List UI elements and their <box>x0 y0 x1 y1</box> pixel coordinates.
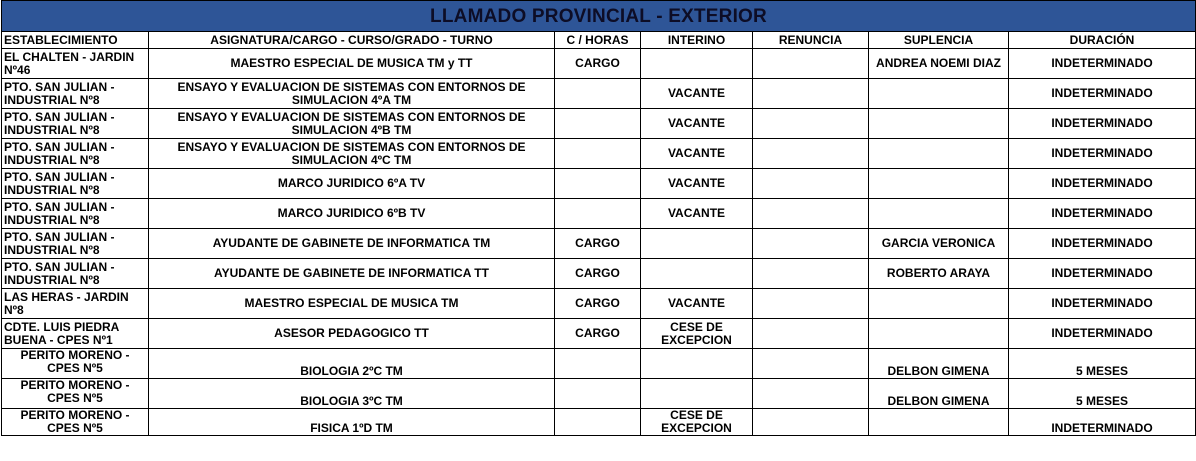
table-row <box>2 229 1196 259</box>
cell-horas: CARGO <box>555 289 641 319</box>
cell-suplencia <box>869 319 1009 349</box>
cell-establecimiento: PTO. SAN JULIAN - INDUSTRIAL Nº8 <box>2 79 149 109</box>
cell-horas <box>555 409 641 436</box>
cell-establecimiento: PERITO MORENO - CPES Nº5 <box>2 349 149 379</box>
cell-duracion: INDETERMINADO <box>1009 49 1196 79</box>
cell-renuncia <box>753 229 869 259</box>
cell-horas <box>555 379 641 409</box>
table-row <box>2 139 1196 169</box>
cell-asignatura: MARCO JURIDICO 6ºB TV <box>149 199 555 229</box>
cell-renuncia <box>753 49 869 79</box>
cell-asignatura: FISICA 1ºD TM <box>149 409 555 436</box>
cell-renuncia <box>753 199 869 229</box>
cell-asignatura: BIOLOGIA 2ºC TM <box>149 349 555 379</box>
table-title: LLAMADO PROVINCIAL - EXTERIOR <box>2 1 1196 32</box>
cell-interino <box>641 379 753 409</box>
cell-interino <box>641 49 753 79</box>
cell-suplencia <box>869 79 1009 109</box>
cell-interino: VACANTE <box>641 169 753 199</box>
cell-establecimiento: PTO. SAN JULIAN - INDUSTRIAL Nº8 <box>2 139 149 169</box>
cell-establecimiento: CDTE. LUIS PIEDRA BUENA - CPES Nº1 <box>2 319 149 349</box>
table-row <box>2 49 1196 79</box>
cell-asignatura: AYUDANTE DE GABINETE DE INFORMATICA TM <box>149 229 555 259</box>
cell-suplencia <box>869 199 1009 229</box>
cell-suplencia: DELBON GIMENA <box>869 379 1009 409</box>
cell-suplencia <box>869 409 1009 436</box>
cell-duracion: INDETERMINADO <box>1009 199 1196 229</box>
table-row <box>2 259 1196 289</box>
cell-duracion: INDETERMINADO <box>1009 319 1196 349</box>
cell-suplencia: ANDREA NOEMI DIAZ <box>869 49 1009 79</box>
cell-suplencia: ROBERTO ARAYA <box>869 259 1009 289</box>
cell-horas <box>555 169 641 199</box>
cell-establecimiento: PTO. SAN JULIAN - INDUSTRIAL Nº8 <box>2 229 149 259</box>
header-row <box>2 32 1196 49</box>
cell-duracion: INDETERMINADO <box>1009 139 1196 169</box>
cell-renuncia <box>753 289 869 319</box>
cell-establecimiento: PTO. SAN JULIAN - INDUSTRIAL Nº8 <box>2 169 149 199</box>
col-horas: C / HORAS <box>555 32 641 49</box>
cell-duracion: INDETERMINADO <box>1009 109 1196 139</box>
cell-renuncia <box>753 109 869 139</box>
cell-renuncia <box>753 139 869 169</box>
table-row <box>2 379 1196 409</box>
cell-horas <box>555 109 641 139</box>
cell-renuncia <box>753 319 869 349</box>
cell-suplencia <box>869 109 1009 139</box>
cell-asignatura: MAESTRO ESPECIAL DE MUSICA TM <box>149 289 555 319</box>
cell-suplencia: GARCIA VERONICA <box>869 229 1009 259</box>
table-row <box>2 409 1196 436</box>
cell-establecimiento: LAS HERAS - JARDIN Nº8 <box>2 289 149 319</box>
cell-horas: CARGO <box>555 319 641 349</box>
cell-renuncia <box>753 79 869 109</box>
cell-interino: VACANTE <box>641 289 753 319</box>
cell-horas: CARGO <box>555 229 641 259</box>
cell-asignatura: ENSAYO Y EVALUACION DE SISTEMAS CON ENTORNOS DE SIMULACION 4ºC TM <box>149 139 555 169</box>
table-row <box>2 319 1196 349</box>
cell-duracion: INDETERMINADO <box>1009 229 1196 259</box>
col-suplencia: SUPLENCIA <box>869 32 1009 49</box>
cell-asignatura: ENSAYO Y EVALUACION DE SISTEMAS CON ENTORNOS DE SIMULACION 4ºA TM <box>149 79 555 109</box>
llamado-table <box>1 0 1196 436</box>
cell-establecimiento: PTO. SAN JULIAN - INDUSTRIAL Nº8 <box>2 199 149 229</box>
cell-horas <box>555 349 641 379</box>
cell-renuncia <box>753 379 869 409</box>
cell-interino: VACANTE <box>641 139 753 169</box>
table-row <box>2 169 1196 199</box>
cell-duracion: INDETERMINADO <box>1009 409 1196 436</box>
cell-interino <box>641 259 753 289</box>
cell-interino: VACANTE <box>641 199 753 229</box>
cell-horas: CARGO <box>555 259 641 289</box>
cell-renuncia <box>753 259 869 289</box>
cell-interino: VACANTE <box>641 109 753 139</box>
cell-renuncia <box>753 169 869 199</box>
cell-asignatura: ASESOR PEDAGOGICO TT <box>149 319 555 349</box>
col-renuncia: RENUNCIA <box>753 32 869 49</box>
table-row <box>2 79 1196 109</box>
cell-interino <box>641 229 753 259</box>
cell-suplencia <box>869 169 1009 199</box>
cell-establecimiento: PTO. SAN JULIAN - INDUSTRIAL Nº8 <box>2 259 149 289</box>
cell-suplencia <box>869 139 1009 169</box>
cell-asignatura: MAESTRO ESPECIAL DE MUSICA TM y TT <box>149 49 555 79</box>
cell-duracion: 5 MESES <box>1009 379 1196 409</box>
col-duracion: DURACIÓN <box>1009 32 1196 49</box>
cell-suplencia: DELBON GIMENA <box>869 349 1009 379</box>
cell-duracion: INDETERMINADO <box>1009 259 1196 289</box>
cell-establecimiento: PERITO MORENO - CPES Nº5 <box>2 409 149 436</box>
cell-duracion: INDETERMINADO <box>1009 79 1196 109</box>
cell-interino: CESE DE EXCEPCION <box>641 409 753 436</box>
cell-horas <box>555 79 641 109</box>
cell-horas <box>555 199 641 229</box>
cell-asignatura: AYUDANTE DE GABINETE DE INFORMATICA TT <box>149 259 555 289</box>
cell-interino: VACANTE <box>641 79 753 109</box>
cell-horas <box>555 139 641 169</box>
cell-horas: CARGO <box>555 49 641 79</box>
cell-interino: CESE DE EXCEPCION <box>641 319 753 349</box>
cell-duracion: 5 MESES <box>1009 349 1196 379</box>
cell-asignatura: ENSAYO Y EVALUACION DE SISTEMAS CON ENTORNOS DE SIMULACION 4ºB TM <box>149 109 555 139</box>
cell-establecimiento: PERITO MORENO - CPES Nº5 <box>2 379 149 409</box>
table-row <box>2 109 1196 139</box>
col-establecimiento: ESTABLECIMIENTO <box>2 32 149 49</box>
cell-asignatura: BIOLOGIA 3ºC TM <box>149 379 555 409</box>
cell-renuncia <box>753 409 869 436</box>
cell-suplencia <box>869 289 1009 319</box>
cell-duracion: INDETERMINADO <box>1009 289 1196 319</box>
table-row <box>2 349 1196 379</box>
col-asignatura: ASIGNATURA/CARGO - CURSO/GRADO - TURNO <box>149 32 555 49</box>
col-interino: INTERINO <box>641 32 753 49</box>
cell-establecimiento: EL CHALTEN - JARDIN Nº46 <box>2 49 149 79</box>
cell-interino <box>641 349 753 379</box>
table-row <box>2 199 1196 229</box>
table-row <box>2 289 1196 319</box>
cell-establecimiento: PTO. SAN JULIAN - INDUSTRIAL Nº8 <box>2 109 149 139</box>
cell-asignatura: MARCO JURIDICO 6ºA TV <box>149 169 555 199</box>
cell-renuncia <box>753 349 869 379</box>
cell-duracion: INDETERMINADO <box>1009 169 1196 199</box>
